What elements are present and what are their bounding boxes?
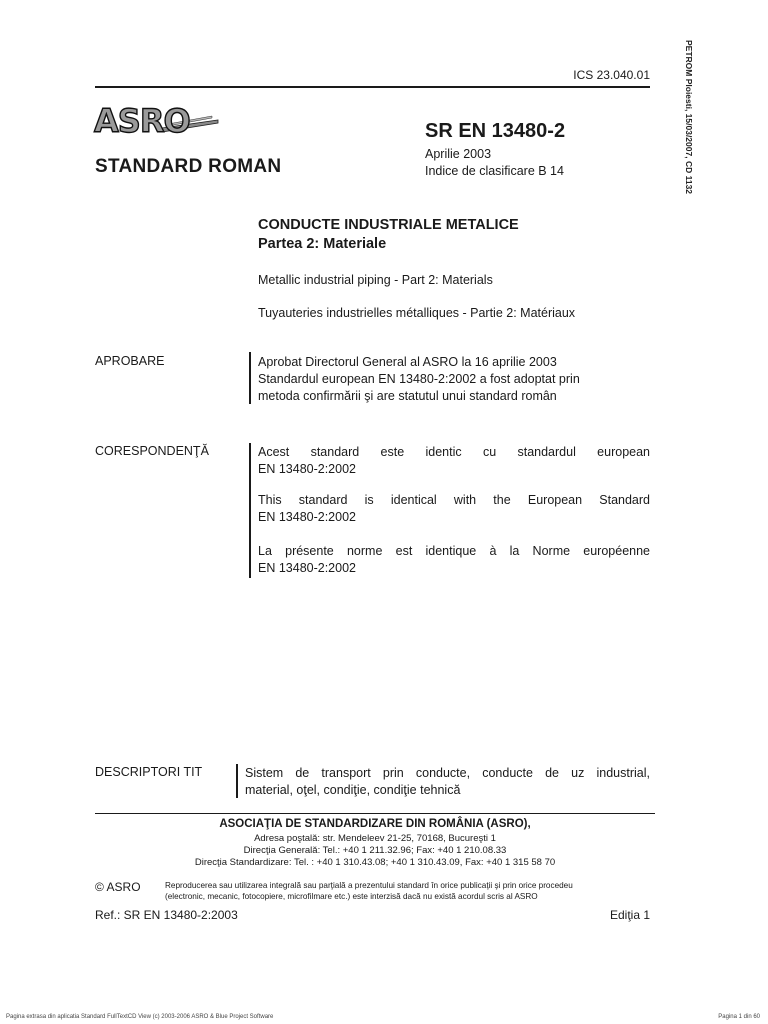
aprobare-label: APROBARE — [95, 354, 165, 368]
title-english: Metallic industrial piping - Part 2: Materials — [258, 273, 493, 287]
aprobare-line: Standardul european EN 13480-2:2002 a fost adoptat prin — [258, 372, 580, 386]
title-romanian: CONDUCTE INDUSTRIALE METALICE — [258, 217, 519, 233]
reproduction-line: (electronic, mecanic, fotocopiere, microfilmare etc.) este interzisă dacă nu există acordul scris al ASRO — [165, 892, 538, 901]
viewer-footer: Pagina extrasa din aplicatia Standard FullTextCD View (c) 2003-2006 ASRO & Blue Project Software — [6, 1014, 274, 1020]
corespondenta-fr — [258, 543, 650, 577]
association-address: Adresa poştală: str. Mendeleev 21-25, 70168, Bucureşti 1 — [254, 833, 496, 844]
association-standardizare: Direcţia Standardizare: Tel. : +40 1 310.43.08; +40 1 310.43.09, Fax: +40 1 315 58 70 — [194, 857, 556, 868]
corespondenta-line: EN 13480-2:2002 — [258, 510, 356, 524]
reproduction-notice — [165, 880, 655, 902]
standard-number: SR EN 13480-2 — [425, 120, 566, 142]
classification-index: Indice de clasificare B 14 — [425, 164, 564, 178]
reproduction-line: Reproducerea sau utilizarea integrală sau parţială a prezentului standard în orice publicaţii şi prin orice procedeu — [165, 881, 573, 890]
edition: Ediţia 1 — [609, 908, 650, 922]
corespondenta-label: CORESPONDENŢĂ — [95, 444, 209, 458]
corespondenta-line: EN 13480-2:2002 — [258, 561, 356, 575]
corespondenta-line: La présente norme est identique à la Norme européenne — [258, 544, 650, 558]
page-counter: Pagina 1 din 60 — [718, 1014, 760, 1020]
corespondenta-bar — [249, 443, 251, 578]
corespondenta-line: EN 13480-2:2002 — [258, 462, 356, 476]
copyright: © ASRO — [95, 880, 141, 894]
descriptori-line: material, oţel, condiţie, condiţie tehnică — [245, 783, 461, 797]
logo-lettering: ASRO — [94, 102, 190, 140]
association-general: Direcţia Generală: Tel.: +40 1 211.32.96; Fax: +40 1 210.08.33 — [243, 845, 507, 856]
ics-code: ICS 23.040.01 — [573, 68, 650, 82]
asro-logo — [92, 98, 220, 142]
aprobare-line: metoda confirmării şi are statutul unui standard român — [258, 389, 557, 403]
descriptori-label: DESCRIPTORI TIT — [95, 765, 203, 779]
aprobare-bar — [249, 352, 251, 404]
aprobare-line: Aprobat Directorul General al ASRO la 16 aprilie 2003 — [258, 355, 557, 369]
descriptori-line: Sistem de transport prin conducte, conducte de uz industrial, — [245, 766, 650, 780]
reference: Ref.: SR EN 13480-2:2003 — [95, 908, 238, 922]
corespondenta-ro — [258, 444, 650, 478]
corespondenta-line: This standard is identical with the European Standard — [258, 493, 650, 507]
title-part: Partea 2: Materiale — [258, 236, 387, 252]
standard-date: Aprilie 2003 — [425, 147, 492, 161]
association-name: ASOCIAŢIA DE STANDARDIZARE DIN ROMÂNIA (ASRO), — [219, 818, 531, 830]
descriptori-text — [245, 765, 650, 799]
descriptori-bar — [236, 764, 238, 798]
header-rule — [95, 86, 650, 88]
title-french: Tuyauteries industrielles métalliques - Partie 2: Matériaux — [258, 306, 576, 320]
footer-rule — [95, 813, 655, 814]
corespondenta-en — [258, 492, 650, 526]
standard-roman-label: STANDARD ROMAN — [95, 156, 282, 177]
side-stamp: PETROM Ploiesti, 15/03/2007, CD 1132 — [684, 40, 694, 195]
corespondenta-line: Acest standard este identic cu standardul european — [258, 445, 650, 459]
aprobare-text — [258, 354, 658, 405]
